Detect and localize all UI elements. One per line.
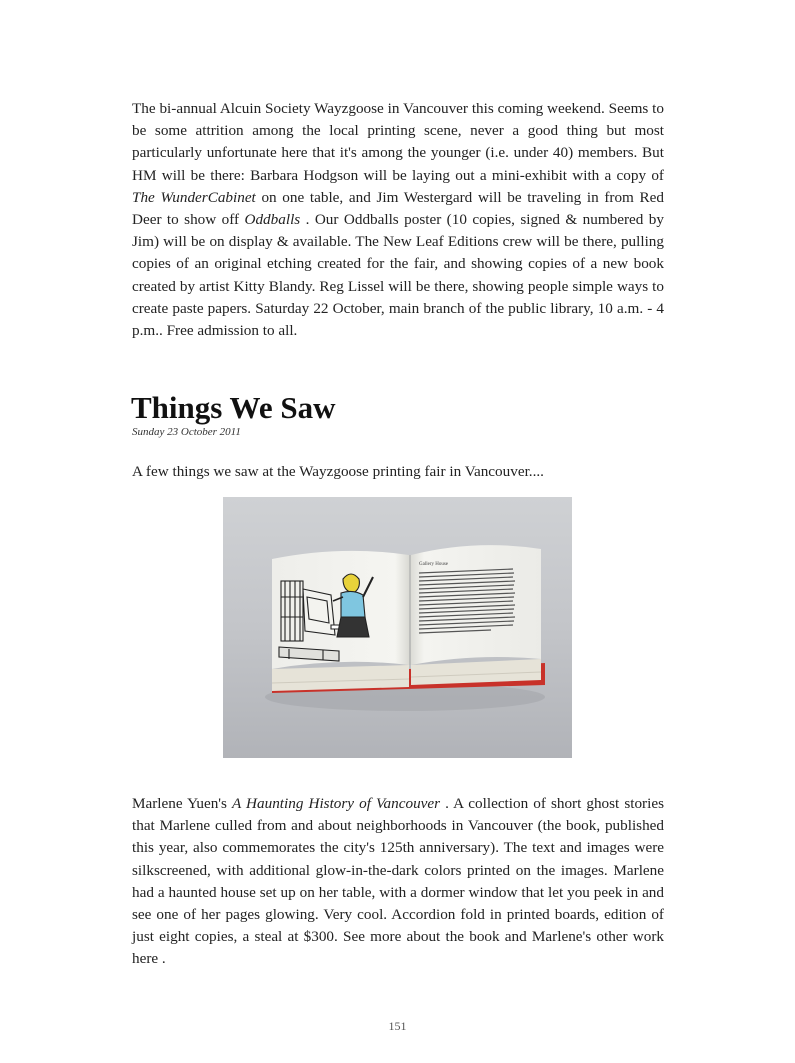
post-title: Things We Saw — [131, 390, 336, 425]
book-title-wundercabinet: The WunderCabinet — [132, 188, 256, 206]
page-number: 151 — [388, 1019, 407, 1033]
book-photo — [223, 497, 572, 758]
post-date: Sunday 23 October 2011 — [132, 426, 241, 438]
text-run: . Our Oddballs poster (10 copies, signed & numbered by Jim) will be on display & available. The New Leaf Editions crew will be there, pulling copies of an original etching created for the fair, and showing copies of a new book created by artist Kitty Blandy. Reg Lissel will be there, showing people simple ways to create paste papers. Saturday 22 October, main branch of the public library, 10 a.m. - 4 p.m.. Free admission to all. — [132, 211, 664, 340]
svg-text:Gallery House: Gallery House — [419, 562, 449, 567]
book-title-haunting-history: A Haunting History of Vancouver — [232, 795, 441, 812]
text-run: The bi-annual Alcuin Society Wayzgoose in Vancouver this coming weekend. Seems to be some attrition among the local printing scene, never a good thing but most particularly unfortunate here that it's among the younger (i.e. under 40) members. But HM will be there: Barbara Hodgson will be laying out a mini-exhibit with a copy of — [132, 100, 664, 184]
intro-paragraph — [132, 98, 664, 342]
text-run: . A collection of short ghost stories that Marlene culled from and about neighborhoods in Vancouver (the book, published this year, also commemorates the city's 125th anniversary). The text and images were silkscreened, with additional glow-in-the-dark colors printed on the images. Marlene had a haunted house set up on her table, with a dormer window that let you peek in and see one of her pages glowing. Very cool. Accordion fold in printed boards, edition of just eight copies, a steal at $300. See more about the book and Marlene's other work here . — [132, 795, 664, 968]
text-run: on one table, and Jim Westergard will be traveling in from Red Deer to show off — [132, 188, 664, 229]
book-title-oddballs: Oddballs — [244, 211, 301, 229]
text-run: Marlene Yuen's — [132, 795, 232, 812]
post-intro: A few things we saw at the Wayzgoose printing fair in Vancouver.... — [132, 463, 544, 480]
book-description — [132, 793, 664, 971]
